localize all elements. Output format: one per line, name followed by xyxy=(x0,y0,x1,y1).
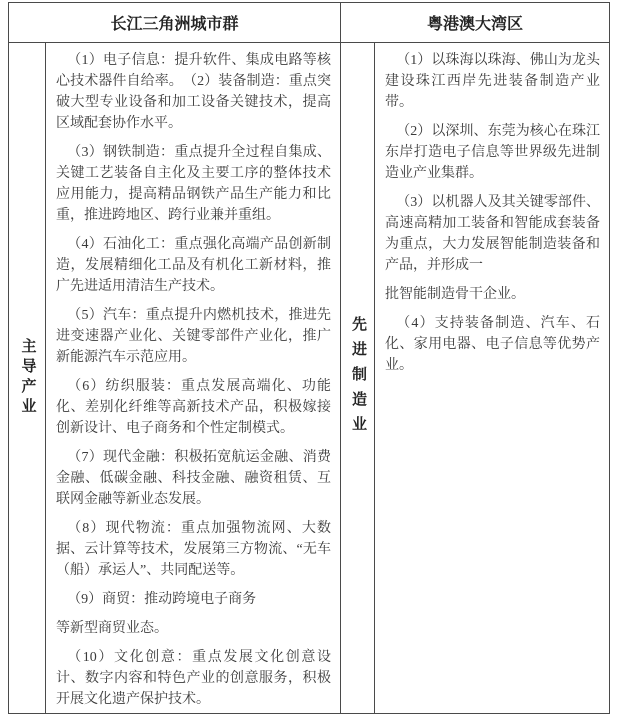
paragraph: （5）汽车：重点提升内燃机技术，推进先进变速器产业化、关键零部件产业化，推广新能源汽车示范应用。 xyxy=(56,308,331,365)
header-label: 长江三角洲城市群 xyxy=(110,16,239,33)
header-cell-greater-bay-area xyxy=(341,3,609,43)
paragraph: （2）以深圳、东莞为核心在珠江东岸打造电子信息等世界级先进制造业产业集群。 xyxy=(385,124,600,181)
vertical-label-leading-industries: 主导产业 xyxy=(19,338,36,418)
column-label-advanced-manufacturing xyxy=(341,43,375,713)
paragraph: 等新型商贸业态。 xyxy=(56,621,168,636)
content-cell-yangtze-industries xyxy=(46,43,341,713)
comparison-table xyxy=(8,2,610,714)
vertical-label-advanced-manufacturing: 先进制造业 xyxy=(350,315,366,441)
header-cell-yangtze-river-delta xyxy=(9,3,341,43)
paragraph: （3）以机器人及其关键零部件、高速高精加工装备和智能成套装备为重点，大力发展智能制造装备和产品，并形成一 xyxy=(385,195,600,273)
content-cell-greater-bay-industries xyxy=(375,43,609,713)
paragraph: （3）钢铁制造：重点提升全过程自集成、关键工艺装备自主化及主要工序的整体技术应用能力，提高精品钢铁产品生产能力和比重，推进跨地区、跨行业兼并重组。 xyxy=(56,145,331,223)
paragraph: （6）纺织服装：重点发展高端化、功能化、差别化纤维等高新技术产品，积极嫁接创新设计、电子商务和个性定制模式。 xyxy=(56,379,331,436)
header-label: 粤港澳大湾区 xyxy=(426,16,523,33)
paragraph: （9）商贸：推动跨境电子商务 xyxy=(67,592,257,607)
paragraph: （7）现代金融：积极拓宽航运金融、消费金融、低碳金融、科技金融、融资租赁、互联网金融等新业态发展。 xyxy=(56,450,331,507)
row-header-leading-industries xyxy=(9,43,46,713)
paragraph: （8）现代物流：重点加强物流网、大数据、云计算等技术，发展第三方物流、“无车（船）承运人”、共同配送等。 xyxy=(56,521,331,578)
paragraph: （4）石油化工：重点强化高端产品创新制造，发展精细化工品及有机化工新材料，推广先进适用清洁生产技术。 xyxy=(56,237,331,294)
paragraph: 批智能制造骨干企业。 xyxy=(385,287,525,302)
paragraph: （1）以珠海以珠海、佛山为龙头建设珠江西岸先进装备制造产业带。 xyxy=(385,53,600,110)
paragraph: （4）支持装备制造、汽车、石化、家用电器、电子信息等优势产业。 xyxy=(385,316,600,373)
paragraph: （10）文化创意：重点发展文化创意设计、数字内容和特色产业的创意服务，积极开展文化遗产保护技术。 xyxy=(56,650,331,707)
paragraph: （1）电子信息：提升软件、集成电路等核心技术器件自给率。 （2）装备制造：重点突破大型专业设备和加工设备关键技术，提高区域配套协作水平。 xyxy=(56,53,331,131)
